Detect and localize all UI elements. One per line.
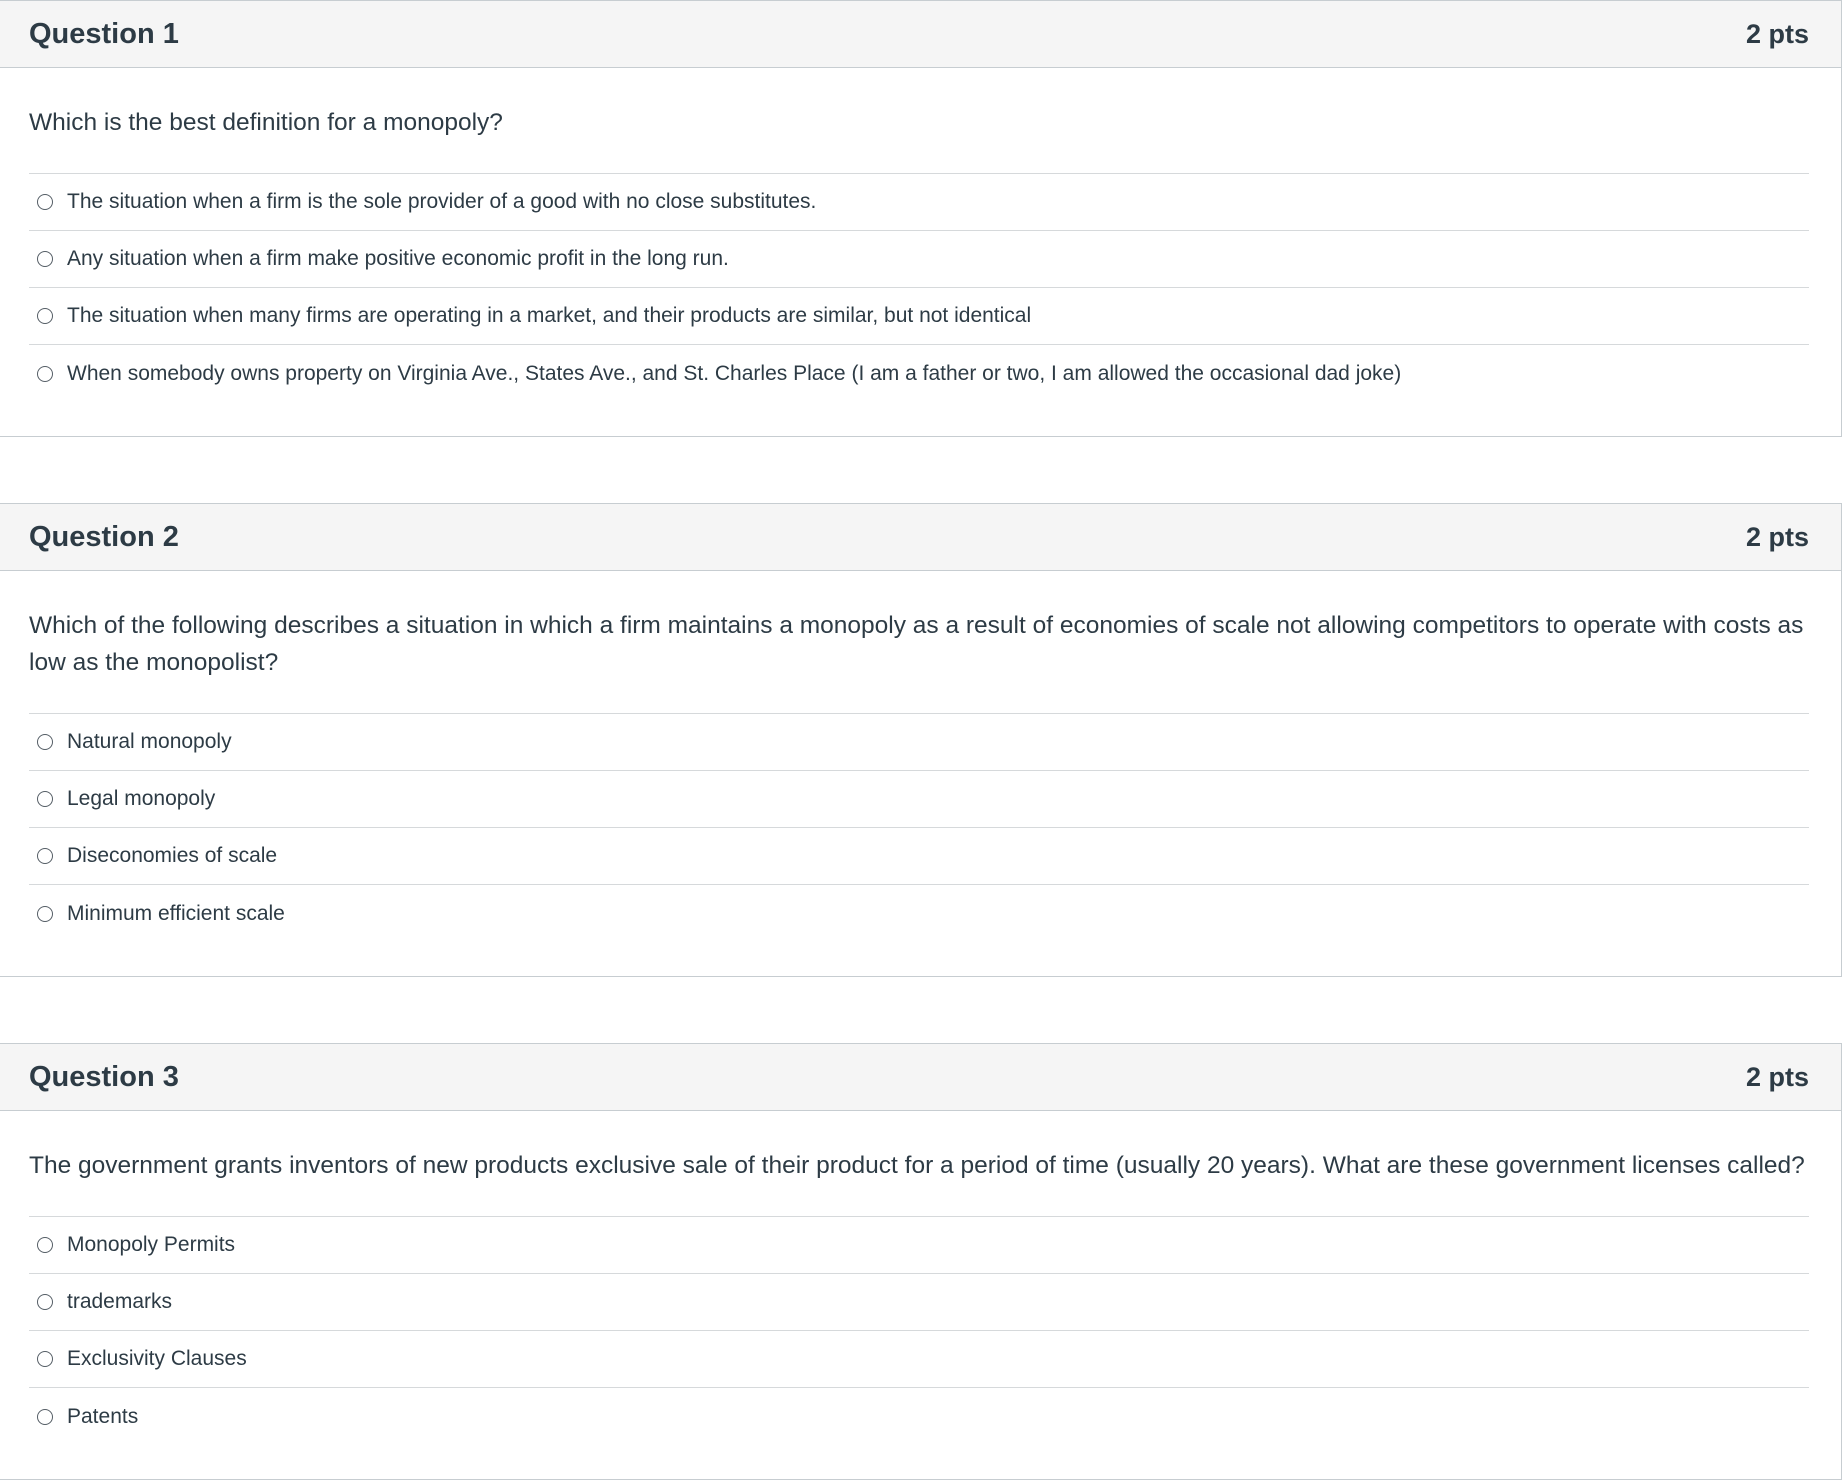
radio-button[interactable] [37, 1351, 53, 1367]
radio-button[interactable] [37, 366, 53, 382]
answer-option[interactable] [29, 1217, 1809, 1274]
radio-button[interactable] [37, 734, 53, 750]
answer-label[interactable]: Patents [67, 1404, 139, 1428]
answer-label[interactable]: When somebody owns property on Virginia Ave., States Ave., and St. Charles Place (I am a father or two, I am allowed the occasional dad joke) [67, 361, 1402, 385]
radio-button[interactable] [37, 1237, 53, 1253]
question-body [0, 68, 1841, 436]
radio-button[interactable] [37, 906, 53, 922]
answer-label[interactable]: Natural monopoly [67, 730, 232, 753]
answer-option[interactable] [29, 1274, 1809, 1331]
question-title: Question 3 [29, 1060, 179, 1093]
radio-button[interactable] [37, 1409, 53, 1425]
question-body [0, 1111, 1841, 1479]
answer-label[interactable]: Monopoly Permits [67, 1233, 236, 1256]
answer-list [29, 1216, 1809, 1445]
question-2 [0, 503, 1842, 977]
question-text: Which of the following describes a situation in which a firm maintains a monopoly as a result of economies of scale not allowing competitors to operate with costs as low as the monopolist? [29, 612, 1804, 676]
answer-label[interactable]: Exclusivity Clauses [67, 1347, 247, 1370]
answer-option[interactable] [29, 885, 1809, 942]
answer-label[interactable]: Any situation when a firm make positive economic profit in the long run. [67, 247, 729, 270]
answer-option[interactable] [29, 345, 1809, 402]
question-body [0, 571, 1841, 976]
answer-label[interactable]: Minimum efficient scale [67, 901, 285, 925]
question-points: 2 pts [1745, 521, 1809, 552]
question-points: 2 pts [1745, 1061, 1809, 1092]
answer-option[interactable] [29, 231, 1809, 288]
radio-button[interactable] [37, 251, 53, 267]
question-3 [0, 1043, 1842, 1480]
radio-button[interactable] [37, 848, 53, 864]
radio-button[interactable] [37, 791, 53, 807]
answer-option[interactable] [29, 174, 1809, 231]
answer-option[interactable] [29, 828, 1809, 885]
answer-label[interactable]: trademarks [67, 1290, 173, 1313]
answer-label[interactable]: The situation when many firms are operating in a market, and their products are similar, but not identical [67, 304, 1032, 327]
question-header [0, 1044, 1841, 1111]
answer-option[interactable] [29, 1388, 1809, 1445]
radio-button[interactable] [37, 1294, 53, 1310]
question-title: Question 1 [29, 17, 179, 50]
answer-label[interactable]: The situation when a firm is the sole provider of a good with no close substitutes. [67, 190, 817, 213]
radio-button[interactable] [37, 194, 53, 210]
answer-list [29, 173, 1809, 402]
question-header [0, 504, 1841, 571]
answer-label[interactable]: Legal monopoly [67, 787, 216, 810]
question-title: Question 2 [29, 520, 179, 553]
question-text: Which is the best definition for a monopoly? [29, 109, 503, 136]
question-points: 2 pts [1745, 18, 1809, 49]
answer-option[interactable] [29, 288, 1809, 345]
answer-option[interactable] [29, 714, 1809, 771]
question-header [0, 1, 1841, 68]
question-text: The government grants inventors of new products exclusive sale of their product for a period of time (usually 20 years). What are these government licenses called? [29, 1152, 1805, 1179]
answer-label[interactable]: Diseconomies of scale [67, 844, 278, 867]
answer-option[interactable] [29, 771, 1809, 828]
answer-option[interactable] [29, 1331, 1809, 1388]
answer-list [29, 713, 1809, 942]
question-1 [0, 0, 1842, 437]
radio-button[interactable] [37, 308, 53, 324]
